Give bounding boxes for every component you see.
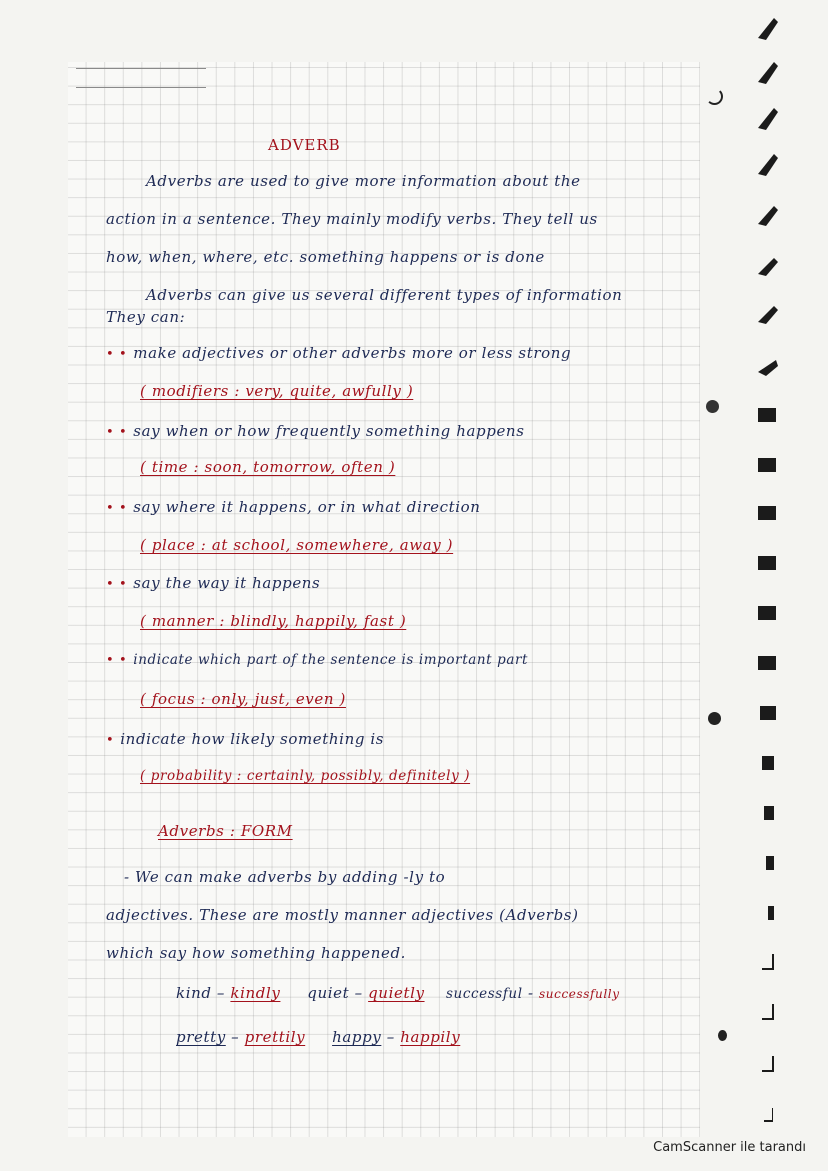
example-adverb: prettily — [244, 1028, 306, 1046]
bullet-icon: • • — [106, 501, 128, 516]
type-desc-text: indicate how likely something is — [120, 730, 385, 748]
they-can-label: They can: — [106, 308, 186, 326]
bullet-icon: • • — [106, 653, 128, 668]
header-rule — [76, 68, 206, 69]
form-heading: Adverbs : FORM — [158, 822, 293, 840]
type-desc — [106, 652, 700, 668]
page-title: ADVERB — [268, 136, 341, 154]
example-adjective: quiet — [307, 984, 350, 1002]
bullet-icon: • — [106, 733, 115, 748]
type-desc — [106, 574, 700, 592]
type-desc — [106, 730, 700, 748]
bullet-icon: • • — [106, 425, 128, 440]
notebook-page — [68, 62, 700, 1137]
type-example: ( probability : certainly, possibly, definitely ) — [140, 768, 471, 784]
example-row: pretty – prettily happy – happily — [176, 1028, 461, 1046]
ring-hole-icon — [706, 88, 723, 105]
type-example: ( manner : blindly, happily, fast ) — [140, 612, 407, 630]
scanner-footer: CamScanner ile tarandı — [653, 1140, 806, 1155]
intro-line: Adverbs are used to give more information about the — [146, 172, 581, 190]
type-desc-text: say when or how frequently something happens — [133, 422, 525, 440]
example-adverb: successfully — [539, 987, 620, 1001]
form-text: which say how something happened. — [106, 944, 407, 962]
type-example: ( modifiers : very, quite, awfully ) — [140, 382, 414, 400]
type-desc — [106, 422, 700, 440]
example-adjective: kind — [176, 984, 212, 1002]
example-adverb: kindly — [230, 984, 281, 1002]
type-example: ( time : soon, tomorrow, often ) — [140, 458, 396, 476]
form-text: - We can make adverbs by adding -ly to — [124, 868, 446, 886]
bullet-icon: • • — [106, 347, 128, 362]
form-text: adjectives. These are mostly manner adjectives (Adverbs) — [106, 906, 579, 924]
header-rule — [76, 87, 206, 88]
ring-hole-icon — [708, 712, 721, 725]
example-adjective: pretty — [176, 1028, 226, 1046]
type-desc — [106, 344, 700, 362]
type-example: ( place : at school, somewhere, away ) — [140, 536, 454, 554]
example-adjective: successful — [446, 986, 523, 1002]
intro-line: how, when, where, etc. something happens or is done — [106, 248, 545, 266]
binding-icon — [752, 10, 784, 1130]
example-adverb: quietly — [368, 984, 425, 1002]
type-example: ( focus : only, just, even ) — [140, 690, 346, 708]
intro-line: action in a sentence. They mainly modify verbs. They tell us — [106, 210, 598, 228]
bullet-icon: • • — [106, 577, 128, 592]
example-adjective: happy — [332, 1028, 382, 1046]
type-desc-text: say where it happens, or in what direction — [133, 498, 481, 516]
type-desc-text: make adjectives or other adverbs more or less strong — [133, 344, 572, 362]
ring-hole-icon — [706, 400, 719, 413]
ring-hole-icon — [718, 1030, 727, 1041]
type-desc-text: say the way it happens — [133, 574, 321, 592]
example-adverb: happily — [400, 1028, 461, 1046]
example-row: kind – kindly quiet – quietly successful - successfully — [176, 984, 620, 1002]
intro-line: Adverbs can give us several different types of information — [146, 286, 623, 304]
type-desc-text: indicate which part of the sentence is important part — [133, 652, 529, 668]
type-desc — [106, 498, 700, 516]
